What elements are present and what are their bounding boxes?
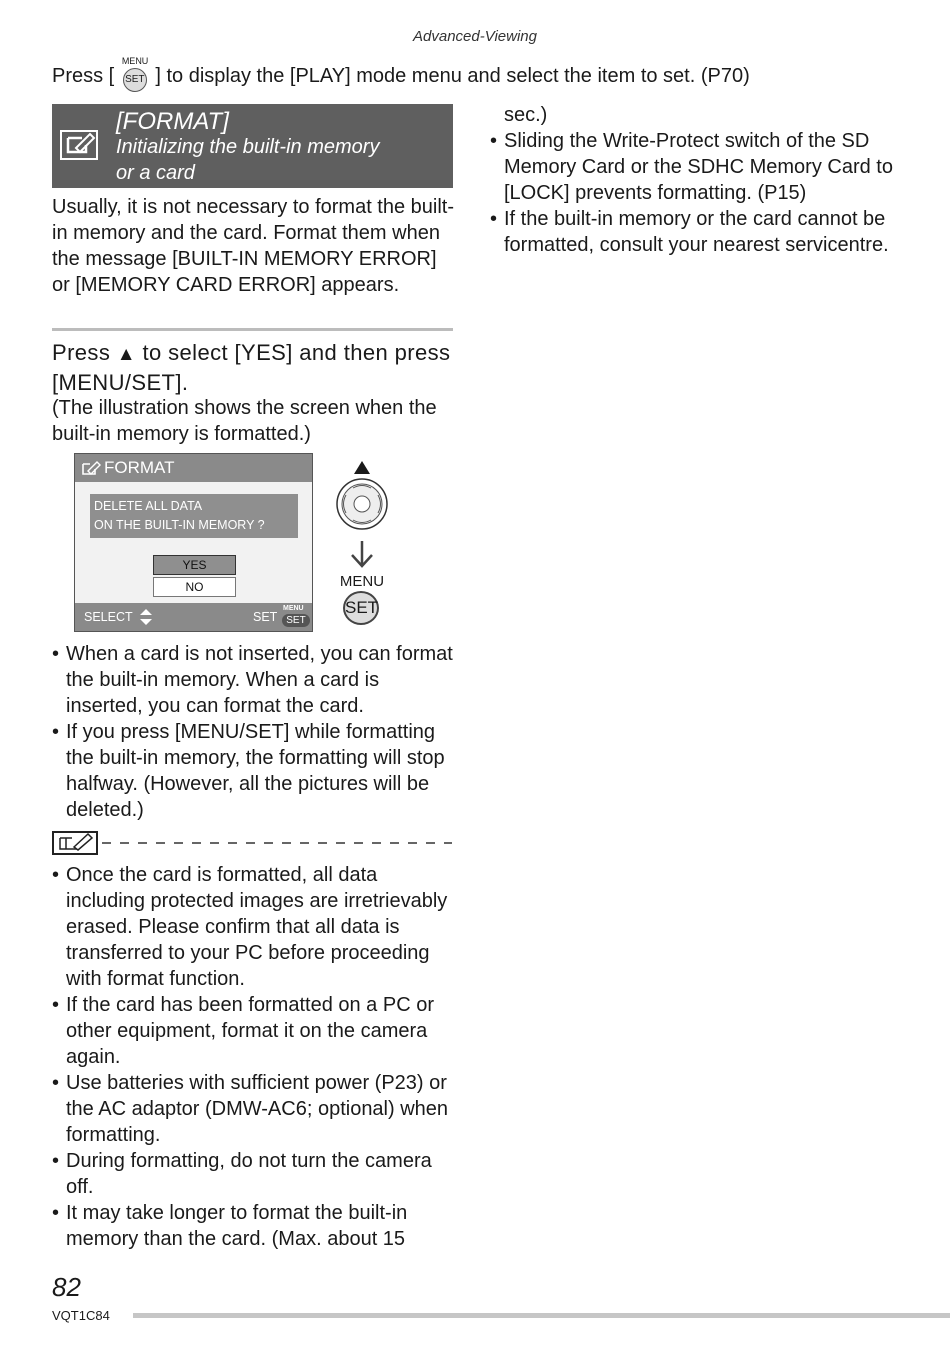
format-title: [FORMAT] (116, 108, 229, 135)
list-item: • If the built-in memory or the card cannot be formatted, consult your nearest servicentre. (490, 206, 895, 258)
footer-rule (133, 1313, 950, 1318)
list-item: • If you press [MENU/SET] while formatting the built-in memory, the formatting will stop halfway. (However, all the pictures will be deleted.) (52, 719, 457, 823)
notes-list-left (52, 862, 457, 1252)
lcd-title: FORMAT (104, 458, 175, 477)
notes-list-right (490, 128, 895, 258)
list-item: • Use batteries with sufficient power (P23) or the AC adaptor (DMW-AC6; optional) when formatting. (52, 1070, 457, 1148)
playback-setup-icon (60, 130, 98, 160)
page-number: 82 (52, 1272, 81, 1302)
step-instruction (52, 339, 452, 397)
lcd-footer-menu: MENU (283, 605, 304, 612)
controls-menu-label: MENU (339, 573, 385, 590)
down-arrow-icon (352, 541, 372, 566)
lcd-footer-set: SET (253, 610, 278, 624)
document-code: VQT1C84 (52, 1308, 110, 1323)
lcd-footer (75, 603, 312, 631)
format-title-block (52, 104, 453, 188)
step-suffix: to select [YES] and then press [MENU/SET]. (52, 340, 451, 395)
cursor-pad-icon (337, 479, 387, 529)
section-header: Advanced-Viewing (413, 28, 537, 45)
lcd-title-bar (75, 454, 312, 482)
format-description: Usually, it is not necessary to format the built-in memory and the card. Format them when the message [BUILT-IN MEMORY ERROR] or [MEMORY CARD ERROR] appears. (52, 196, 455, 296)
list-item: • When a card is not inserted, you can format the built-in memory. When a card is inserted, you can format the card. (52, 641, 457, 719)
step-prefix: Press (52, 340, 117, 365)
note-icon (53, 832, 97, 854)
step-note: (The illustration shows the screen when the built-in memory is formatted.) (52, 397, 437, 445)
lcd-option-yes[interactable]: YES (153, 555, 236, 575)
list-item: • Once the card is formatted, all data including protected images are irretrievably erased. Please confirm that all data is transferred to your PC before proceeding with format function. (52, 862, 457, 992)
lcd-message: DELETE ALL DATA ON THE BUILT-IN MEMORY ? (90, 494, 298, 538)
lcd-option-no[interactable]: NO (153, 577, 236, 597)
up-down-icon (140, 609, 152, 625)
intro-line (52, 56, 750, 88)
list-item: • It may take longer to format the built-in memory than the card. (Max. about 15 (52, 1200, 457, 1252)
intro-suffix: ] to display the [PLAY] mode menu and select the item to set. (P70) (155, 65, 750, 87)
lcd-format-screen (74, 453, 313, 632)
format-subtitle: Initializing the built-in memory or a card (116, 136, 380, 184)
up-arrow-icon: ▲ (116, 344, 136, 365)
section-divider (52, 328, 453, 331)
notes-header (52, 830, 452, 856)
menu-set-button: SET (343, 591, 379, 625)
lcd-footer-select: SELECT (84, 610, 133, 624)
menu-button-top-label: MENU (121, 56, 149, 66)
list-item: • Sliding the Write-Protect switch of the SD Memory Card or the SDHC Memory Card to [LOCK] prevents formatting. (P15) (490, 128, 895, 206)
notes-continuation: sec.) (504, 104, 548, 126)
lcd-footer-set-button: SET (282, 614, 310, 627)
screen-notes-list (52, 641, 457, 823)
intro-prefix: Press [ (52, 65, 115, 87)
up-arrow-icon (354, 461, 370, 474)
list-item: • During formatting, do not turn the camera off. (52, 1148, 457, 1200)
lcd-setup-icon (81, 460, 101, 476)
list-item: • If the card has been formatted on a PC or other equipment, format it on the camera again. (52, 992, 457, 1070)
set-button-label: SET (123, 68, 147, 92)
menu-set-button-icon (121, 56, 149, 86)
